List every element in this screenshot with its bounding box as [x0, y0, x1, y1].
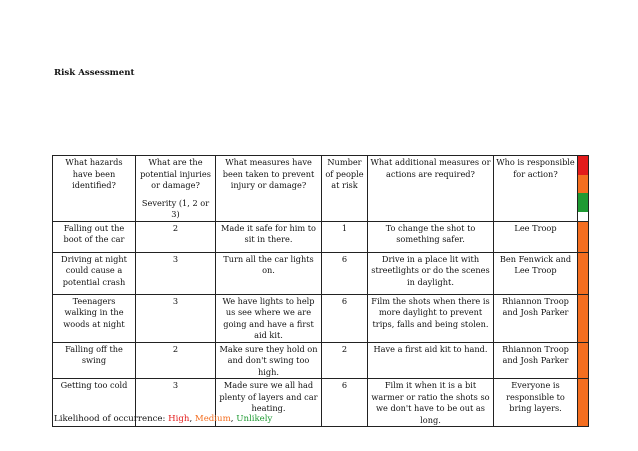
cell-severity: 3	[136, 379, 216, 427]
cell-responsible: Rhiannon Troop and Josh Parker	[494, 294, 578, 342]
cell-measures: Make sure they hold on and don't swing too high.	[216, 342, 322, 379]
risk-table	[52, 155, 589, 427]
cell-hazard: Falling off the swing	[53, 342, 136, 379]
cell-hazard: Getting too cold	[53, 379, 136, 427]
likelihood-medium: Medium	[194, 414, 231, 424]
cell-severity: 3	[136, 294, 216, 342]
cell-responsible: Rhiannon Troop and Josh Parker	[494, 342, 578, 379]
cell-responsible: Everyone is responsible to bring layers.	[494, 379, 578, 427]
cell-people: 6	[322, 379, 368, 427]
header-additional: What additional measures or actions are required?	[368, 156, 494, 222]
cell-measures: Made sure we all had plenty of layers and car heating.	[216, 379, 322, 427]
table-row	[53, 294, 589, 342]
legend-green-swatch	[578, 193, 588, 212]
cell-severity: 2	[136, 342, 216, 379]
cell-severity: 2	[136, 221, 216, 252]
cell-additional: Film it when it is a bit warmer or ratio the shots so we don't have to be out as long.	[368, 379, 494, 427]
table-row	[53, 221, 589, 252]
cell-hazard: Driving at night could cause a potential crash	[53, 252, 136, 294]
header-severity-note: Severity (1, 2 or 3)	[141, 197, 210, 219]
header-measures: What measures have been taken to prevent injury or damage?	[216, 156, 322, 222]
header-responsible: Who is responsible for action?	[494, 156, 578, 222]
likelihood-high: High	[168, 414, 190, 424]
cell-responsible: Ben Fenwick and Lee Troop	[494, 252, 578, 294]
legend-orange-swatch	[578, 175, 588, 194]
cell-hazard: Teenagers walking in the woods at night	[53, 294, 136, 342]
risk-rating-cell	[578, 379, 589, 427]
risk-legend-strip	[578, 156, 589, 222]
cell-responsible: Lee Troop	[494, 221, 578, 252]
cell-measures: We have lights to help us see where we are going and have a first aid kit.	[216, 294, 322, 342]
cell-additional: Drive in a place lit with streetlights or do the scenes in daylight.	[368, 252, 494, 294]
table-row	[53, 252, 589, 294]
header-injuries-label: What are the potential injuries or damage?	[140, 157, 211, 190]
likelihood-unlikely: Unlikely	[236, 414, 273, 424]
cell-people: 6	[322, 294, 368, 342]
header-people: Number of people at risk	[322, 156, 368, 222]
cell-measures: Turn all the car lights on.	[216, 252, 322, 294]
cell-severity: 3	[136, 252, 216, 294]
risk-rating-cell	[578, 342, 589, 379]
likelihood-sep: ,	[230, 414, 237, 424]
cell-people: 6	[322, 252, 368, 294]
cell-hazard: Falling out the boot of the car	[53, 221, 136, 252]
risk-rating-cell	[578, 221, 589, 252]
likelihood-legend	[54, 414, 272, 424]
header-row	[53, 156, 589, 222]
likelihood-label: Likelihood of occurrence:	[54, 414, 169, 424]
header-injuries	[136, 156, 216, 222]
legend-red-swatch	[578, 156, 588, 175]
page-title: Risk Assessment	[54, 68, 135, 78]
cell-people: 2	[322, 342, 368, 379]
likelihood-sep: ,	[189, 414, 195, 424]
cell-measures: Made it safe for him to sit in there.	[216, 221, 322, 252]
cell-additional: Film the shots when there is more daylight to prevent trips, falls and being stolen.	[368, 294, 494, 342]
table-row	[53, 342, 589, 379]
risk-rating-cell	[578, 252, 589, 294]
header-hazards: What hazards have been identified?	[53, 156, 136, 222]
cell-people: 1	[322, 221, 368, 252]
cell-additional: To change the shot to something safer.	[368, 221, 494, 252]
cell-additional: Have a first aid kit to hand.	[368, 342, 494, 379]
risk-rating-cell	[578, 294, 589, 342]
